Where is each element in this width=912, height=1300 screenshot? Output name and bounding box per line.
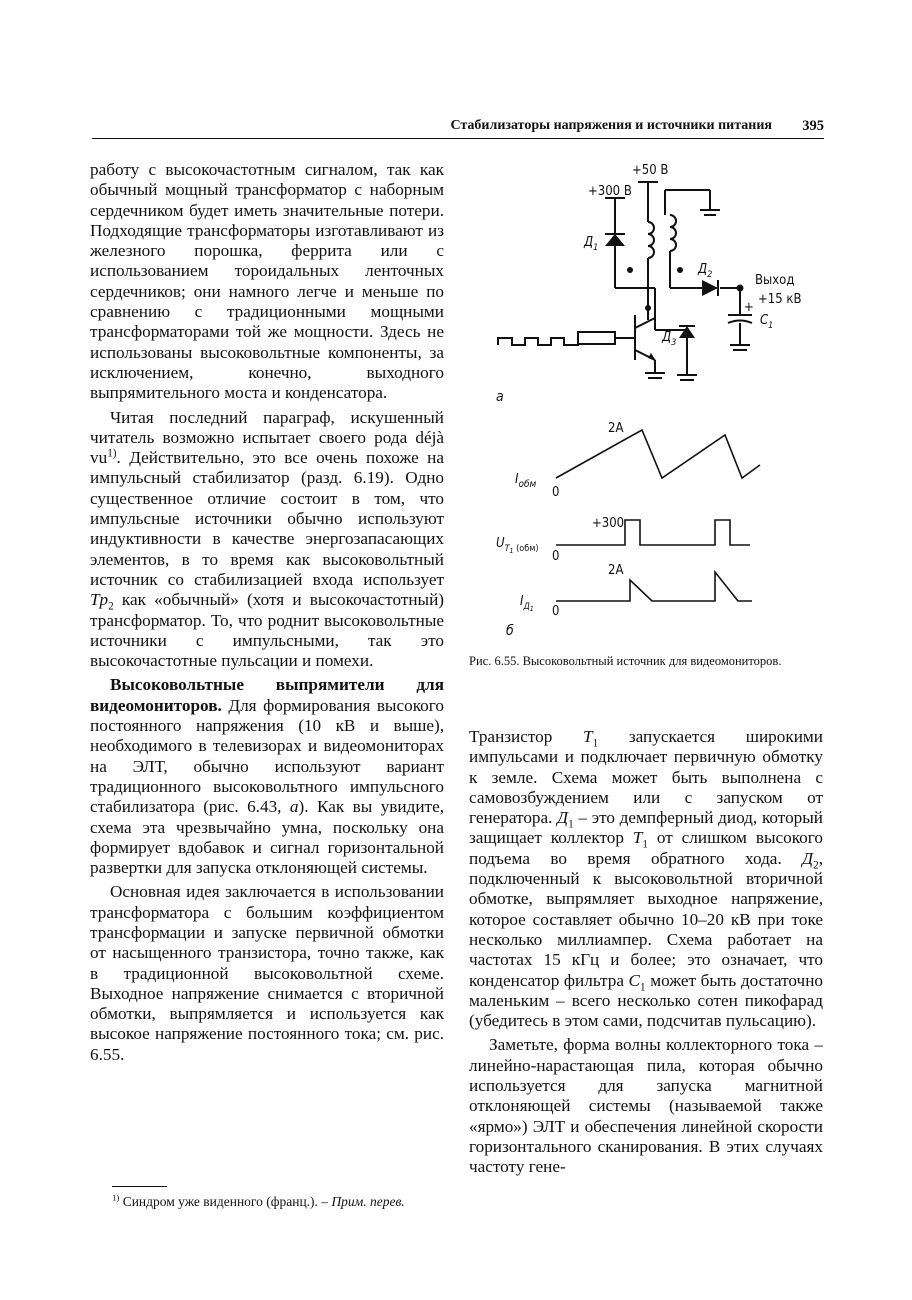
running-head: Стабилизаторы напряжения и источники питания [450, 118, 772, 133]
paragraph: работу с высокочастотным сигналом, так как обычный мощный трансформатор с наборным сердечником будет иметь значительные потери. Подходящие трансформаторы изготавливают из железного порошка, феррита или с использованием тороидальных ленточных сердечников; они намного легче и меньше по сравнению с традиционными мощными трансформаторами той же мощности. Здесь не использованы высоковольтные компоненты, за исключением, конечно, выходного выпрямительного моста и конденсатора. [90, 160, 444, 403]
label-plus: + [744, 300, 754, 315]
footnote-rule [112, 1186, 167, 1187]
label-d2: $Д_2$ [698, 262, 713, 280]
label-c1: $C_1$ [760, 313, 774, 331]
label-zero: 0 [552, 485, 560, 500]
label-i-peak: 2A [608, 421, 624, 436]
label-output: Выход [755, 273, 795, 288]
footnote: $^{1)}$ Синдром уже виденного (франц.). – Прим. перев. [112, 1192, 405, 1209]
label-output-voltage: +15 кВ [758, 292, 802, 307]
label-zero: 0 [552, 549, 560, 564]
figure-caption: Рис. 6.55. Высоковольтный источник для видеомониторов. [469, 654, 782, 668]
label-d3: $Д_3$ [662, 330, 677, 348]
label-d1: $Д_1$ [584, 235, 599, 253]
label-part-a: а [496, 389, 504, 405]
footnote-ref: 1) [107, 447, 117, 460]
paragraph-heading: Высоковольтные выпрямители для видеомониторов. [90, 675, 444, 715]
label-i-d1: $I_Д1$ [520, 594, 534, 613]
page-header [92, 116, 824, 139]
paragraph: Читая последний параграф, искушенный читатель возможно испытает своего рода déjà $vu^{1)}$. Действительно, это все очень похоже на импульсный стабилизатор (разд. 6.19). Одно существенное отличие состоит в том, что импульсные источники обычно используют индуктивности в качестве энергозапасающих элементов, в то время как высоковольтный источник со стабилизацией входа использует $Tp_2$ как «обычный» (хотя и высокочастотный) трансформатор. То, что роднит высоковольтные источники с импульсными, так это высокочастотные пульсации и помехи. [90, 407, 444, 671]
label-300v: +300 В [588, 184, 632, 199]
label-zero: 0 [552, 604, 560, 619]
paragraph: Заметьте, форма волны коллекторного тока – линейно-нарастающая пила, которая обычно используется для запуска магнитной отклоняющей системы (называемой также «ярмо») ЭЛТ и обеспечения линейной скорости горизонтального сканирования. В этих случаях частоту гене- [469, 1035, 823, 1177]
figure-6-55 [480, 160, 810, 640]
label-u-t1: $U_T1$ (обм) [496, 536, 539, 555]
label-u-peak: +300 [592, 516, 625, 531]
paragraph: Высоковольтные выпрямители для видеомониторов. Для формирования высокого постоянного напряжения (10 кВ и выше), необходимого в телевизорах и видеомониторах на ЭЛТ, обычно используют вариант традиционного высоковольтного импульсного стабилизатора (рис. 6.43, а). Как вы увидите, схема эта чрезвычайно умна, поскольку она формирует вдобавок и сигнал горизонтальной развертки для запуска отклоняющей системы. [90, 675, 444, 878]
paragraph: Основная идея заключается в использовании трансформатора с большим коэффициентом трансформации и запуске первичной обмотки от насыщенного транзистора, точно также, как в традиционной высоковольтной схеме. Выходное напряжение снимается с вторичной обмотки, выпрямляется и используется как высокое напряжение постоянного тока; см. рис. 6.55. [90, 882, 444, 1064]
right-column [469, 727, 823, 1178]
left-column [90, 160, 444, 1065]
label-part-b: б [506, 623, 514, 639]
page-number: 395 [802, 118, 824, 134]
label-d-peak: 2A [608, 563, 624, 578]
label-50v: +50 В [632, 163, 669, 178]
paragraph: Транзистор $T_1$ запускается широкими импульсами и подключает первичную обмотку к земле. Схема может быть выполнена с самовозбуждением или с запуском от генератора. $Д_1$ – это демпферный диод, который защищает коллектор $T_1$ от слишком высокого подъема во время обратного хода. $Д_2$, подключенный к высоковольтной вторичной обмотке, выпрямляет выходное напряжение, которое составляет обычно 10–20 кВ при токе несколько миллиампер. Схема работает на частотах 15 кГц и более; это означает, что конденсатор фильтра $C_1$ может быть достаточно маленьким – всего несколько сотен пикофарад (убедитесь в этом сами, подсчитав пульсацию). [469, 727, 824, 1031]
label-i-obm: $I_{обм}$ [515, 472, 537, 490]
